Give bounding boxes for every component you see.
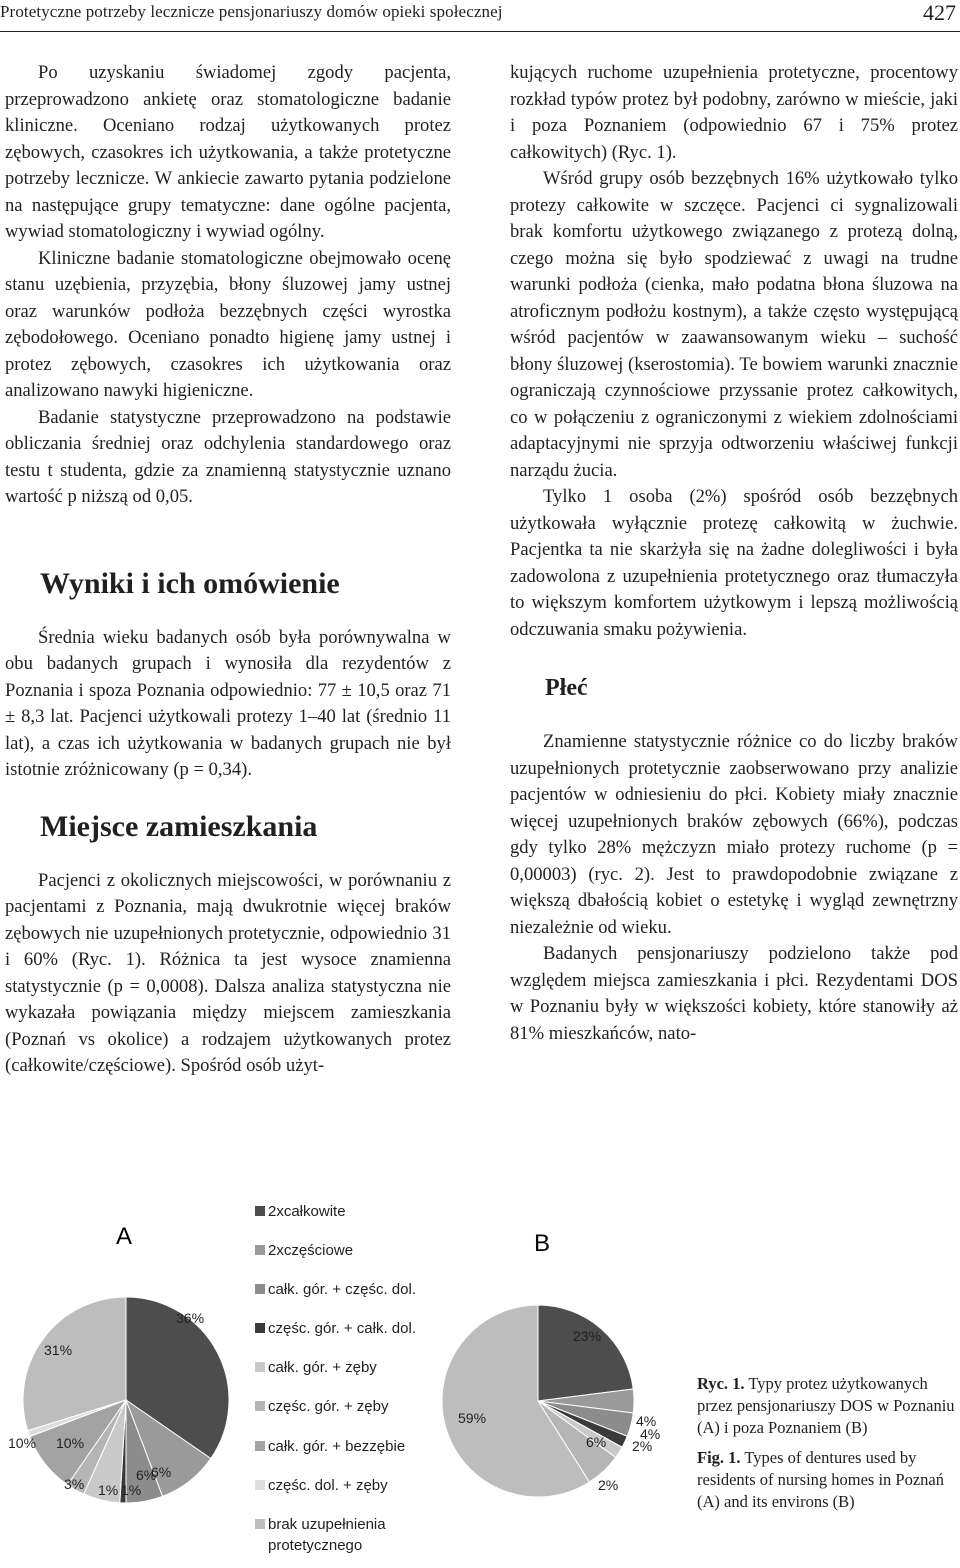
pie-b-slice-1 xyxy=(538,1305,633,1401)
figure-caption xyxy=(697,1373,959,1521)
pie-a-label-9: 31% xyxy=(44,1342,73,1358)
legend-label-4: częśc. gór. + całk. dol. xyxy=(268,1320,416,1337)
legend-swatch-2 xyxy=(255,1245,265,1255)
paragraph: Wśród grupy osób bezzębnych 16% użytkowało tylko protezy całkowite w szczęce. Pacjenci ci sygnalizowali brak komfortu użytkowego związanego z protezą dolną, czego można się było spodziewać z uwagi na trudne warunki podłoża (cienka, mało podatna błona śluzowa na atroficznym podłożu kostnym), a także często występującą wśród pacjentów w zaawansowanym wieku – suchość błony śluzowej (kserostomia). Te bowiem warunki znacznie ograniczają czynnościowe przyssanie protez całkowitych, co w połączeniu z ograniczonymi z wiekiem zdolnościami adaptacyjnymi nie sprzyja odtworzeniu właściwej funkcji narządu żucia. xyxy=(510,168,958,481)
section-heading-residence: Miejsce zamieszkania xyxy=(40,809,318,843)
chart-b-title: B xyxy=(534,1230,551,1257)
pie-b-label-5: 2% xyxy=(598,1477,619,1493)
pie-a-label-7: 10% xyxy=(8,1435,37,1451)
pie-chart-b xyxy=(442,1305,660,1497)
chart-legend xyxy=(255,1203,416,1554)
legend-swatch-5 xyxy=(255,1362,265,1372)
paragraph: Tylko 1 osoba (2%) spośród osób bezzębnych użytkowała wyłącznie protezę całkowitą w żuchwie. Pacjentka ta nie skarżyła się na żadne dolegliwości i była zadowolona z uzupełnienia protetycznego oraz tłumaczyła to większym komfortem użytkowym i lepszą możliwością odczuwania smaku pożywienia. xyxy=(510,486,958,640)
chart-a-title: A xyxy=(116,1223,133,1250)
legend-swatch-4 xyxy=(255,1323,265,1333)
caption-pl-text: Typy protez użytkowanych przez pensjonariuszy DOS w Poznaniu (A) i poza Poznaniem (B) xyxy=(697,1374,955,1437)
paragraph: Pacjenci z okolicznych miejscowości, w porównaniu z pacjentami z Poznania, mają dwukrotnie więcej braków zębowych nie uzupełnionych protetycznie, odpowiednio 31 i 60% (Ryc. 1). Różnica ta jest wysoce znamienna statystycznie (p = 0,0008). Dalsza analiza statystyczna nie wykazała powiązania między miejscem zamieszkania (Poznań vs okolice) a rodzajem użytkowanych protez (całkowite/częściowe). Spośród osób użyt- xyxy=(5,869,451,1076)
pie-b-label-1: 23% xyxy=(573,1328,602,1344)
legend-label-10: protetycznego xyxy=(268,1537,363,1554)
paragraph: Po uzyskaniu świadomej zgody pacjenta, przeprowadzono ankietę oraz stomatologiczne badanie kliniczne. Oceniano rodzaj użytkowanych protez zębowych, czasokres ich użytkowania, a także protetyczne potrzeby lecznicze. W ankiecie zawarto pytania podzielone na następujące grupy tematyczne: dane ogólne pacjenta, wywiad stomatologiczny i wywiad ogólny. xyxy=(5,62,451,242)
pie-a-label-3: 6% xyxy=(136,1467,157,1483)
legend-label-1: 2xcałkowite xyxy=(268,1203,346,1220)
pie-a-label-5: 6% xyxy=(151,1464,172,1480)
pie-b-label-9: 59% xyxy=(458,1410,487,1426)
legend-label-7: całk. gór. + bezzębie xyxy=(268,1438,406,1455)
caption-en xyxy=(697,1447,959,1513)
legend-swatch-3 xyxy=(255,1284,265,1294)
paragraph: kujących ruchome uzupełnienia protetyczne, procentowy rozkład typów protez był podobny, zarówno w mieście, jaki i poza Poznaniem (odpowiednio 67 i 75% protez całkowitych) (Ryc. 1). xyxy=(510,62,958,163)
pie-chart-a xyxy=(8,1297,229,1503)
legend-swatch-6 xyxy=(255,1401,265,1411)
pie-b-label-4: 2% xyxy=(632,1438,653,1454)
paragraph: Badanych pensjonariuszy podzielono także pod względem miejsca zamieszkania i płci. Rezydentami DOS w Poznaniu były w większości kobiety, które stanowiły aż 81% mieszkańców, nato- xyxy=(510,943,958,1044)
legend-swatch-1 xyxy=(255,1206,265,1216)
legend-swatch-9 xyxy=(255,1519,265,1529)
pie-a-label-1: 36% xyxy=(176,1310,205,1326)
pie-a-label-2: 10% xyxy=(56,1435,85,1451)
legend-label-3: całk. gór. + częśc. dol. xyxy=(268,1281,416,1298)
caption-pl-label: Ryc. 1. xyxy=(697,1374,745,1393)
pie-b-label-2: 4% xyxy=(640,1426,661,1442)
section-heading-results: Wyniki i ich omówienie xyxy=(40,566,340,600)
paragraph: Badanie statystyczne przeprowadzono na podstawie obliczania średniej oraz odchylenia standardowego oraz testu t studenta, gdzie za znamienną statystycznie uznano wartość p niższą od 0,05. xyxy=(5,406,451,507)
left-column xyxy=(5,60,451,1080)
pie-b-label-6: 6% xyxy=(586,1434,607,1450)
paragraph: Znamienne statystycznie różnice co do liczby braków uzupełnionych protetycznie zaobserwowano przy analizie pacjentów w odniesieniu do płci. Kobiety miały znacznie więcej uzupełnionych braków zębowych (66%), podczas gdy tylko 28% mężczyzn miało protezy ruchome (p = 0,00003) (ryc. 2). Jest to prawdopodobnie związane z większą dbałością kobiet o estetykę i wygląd zewnętrzny niezależnie od wieku. xyxy=(510,731,958,938)
paragraph: Średnia wieku badanych osób była porównywalna w obu badanych grupach i wynosiła dla rezydentów z Poznania i spoza Poznania odpowiednio: 77 ± 10,5 oraz 71 ± 8,3 lat. Pacjenci użytkowali protezy 1–40 lat (średnio 11 lat), a czas ich użytkowania w badanych grupach nie był istotnie zróżnicowany (p = 0,34). xyxy=(5,626,451,780)
legend-label-5: całk. gór. + zęby xyxy=(268,1359,377,1376)
caption-pl xyxy=(697,1373,959,1439)
page-number: 427 xyxy=(923,0,956,25)
paragraph: Kliniczne badanie stomatologiczne obejmowało ocenę stanu uzębienia, przyzębia, błony śluzowej jamy ustnej oraz warunków podłoża bezzębnych części wyrostka zębodołowego. Oceniano ponadto higienę jamy ustnej i protez zębowych, czasokres ich użytkowania oraz analizowano nawyki higieniczne. xyxy=(5,247,451,401)
legend-swatch-7 xyxy=(255,1441,265,1451)
right-column xyxy=(510,60,958,1047)
caption-en-label: Fig. 1. xyxy=(697,1448,741,1467)
pie-a-label-6: 3% xyxy=(64,1476,85,1492)
section-heading-sex: Płeć xyxy=(545,675,588,701)
pie-a-label-8: 1% xyxy=(98,1482,119,1498)
running-title: Protetyczne potrzeby lecznicze pensjonariuszy domów opieki społecznej xyxy=(0,2,503,21)
legend-label-6: częśc. gór. + zęby xyxy=(268,1398,389,1415)
legend-label-2: 2xczęściowe xyxy=(268,1242,354,1259)
pie-b-label-3: 4% xyxy=(636,1413,657,1429)
legend-label-8: częśc. dol. + zęby xyxy=(268,1477,388,1494)
caption-en-text: Types of dentures used by residents of nursing homes in Poznań (A) and its environs (B) xyxy=(697,1448,945,1511)
legend-label-9: brak uzupełnienia xyxy=(268,1516,386,1533)
header-rule xyxy=(0,31,960,32)
page-header xyxy=(0,0,960,31)
legend-swatch-8 xyxy=(255,1480,265,1490)
pie-a-label-4: 1% xyxy=(121,1482,142,1498)
